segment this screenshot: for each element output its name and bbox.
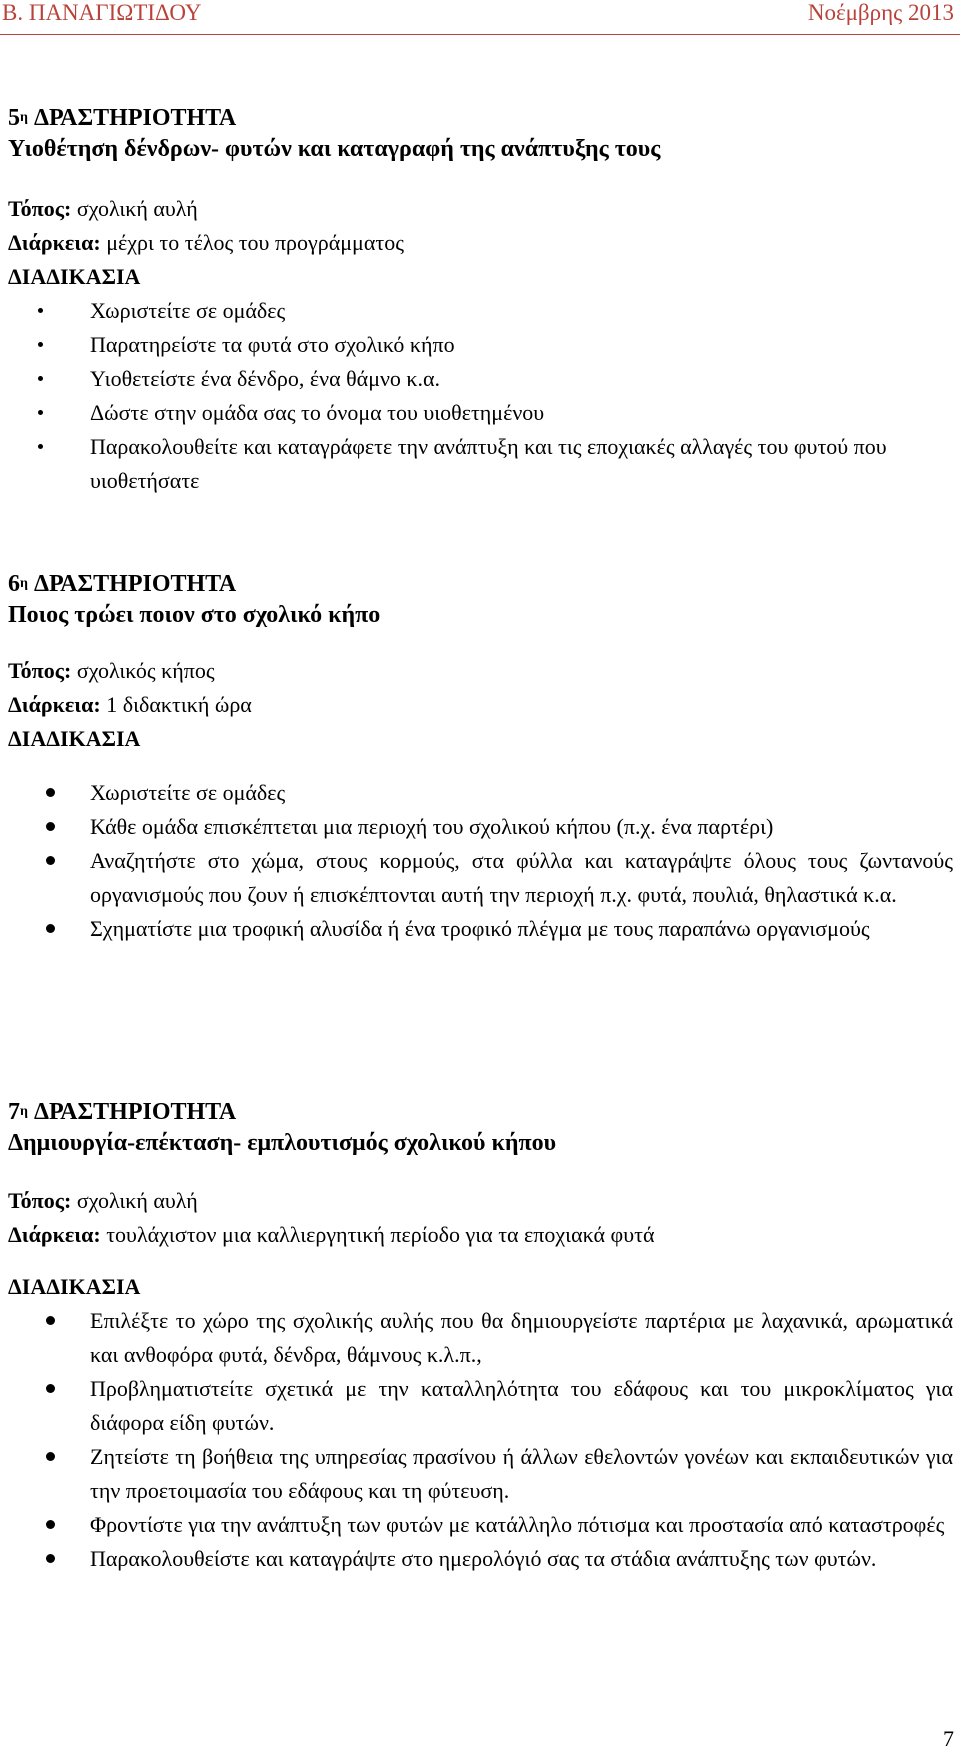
page-header <box>0 0 960 34</box>
list-item: Δώστε στην ομάδα σας το όνομα του υιοθετημένου <box>8 396 953 430</box>
duration-value: μέχρι το τέλος του προγράμματος <box>106 230 404 255</box>
activity-7-section <box>8 1098 953 1576</box>
list-item: Αναζητήστε στο χώμα, στους κορμούς, στα φύλλα και καταγράψτε όλους τους ζωντανούς οργανισμούς που ζουν ή επισκέπτονται αυτή την περιοχή π.χ. φυτά, πουλιά, θηλαστικά κ.α. <box>8 844 953 912</box>
list-item: Ζητείστε τη βοήθεια της υπηρεσίας πρασίνου ή άλλων εθελοντών γονέων και εκπαιδευτικών για την προετοιμασία του εδάφους και τη φύτευση. <box>8 1440 953 1508</box>
activity-6-procedure-label: ΔΙΑΔΙΚΑΣΙΑ <box>8 726 141 751</box>
activity-5-number: 5 <box>8 105 20 131</box>
activity-5-place <box>8 192 953 226</box>
activity-6-steps <box>8 776 953 946</box>
duration-label: Διάρκεια: <box>8 692 101 717</box>
activity-6-place <box>8 654 953 688</box>
activity-7-place <box>8 1184 953 1218</box>
list-item: Χωριστείτε σε ομάδες <box>8 294 953 328</box>
activity-7-steps <box>8 1304 953 1576</box>
duration-value: 1 διδακτική ώρα <box>106 692 252 717</box>
activity-6-heading <box>8 570 953 598</box>
place-label: Τόπος: <box>8 196 72 221</box>
header-divider <box>0 34 960 35</box>
activity-6-ordinal: η <box>20 576 28 591</box>
header-date: Νοέμβρης 2013 <box>807 0 954 25</box>
duration-label: Διάρκεια: <box>8 1222 101 1247</box>
place-value: σχολική αυλή <box>76 196 198 221</box>
list-item: Προβληματιστείτε σχετικά με την καταλληλότητα του εδάφους και του μικροκλίματος για διάφορα είδη φυτών. <box>8 1372 953 1440</box>
duration-value: τουλάχιστον μια καλλιεργητική περίοδο για τα εποχιακά φυτά <box>106 1222 655 1247</box>
activity-5-procedure-label: ΔΙΑΔΙΚΑΣΙΑ <box>8 264 141 289</box>
activity-5-section <box>8 104 953 498</box>
activity-6-section <box>8 570 953 946</box>
activity-7-number: 7 <box>8 1099 20 1125</box>
place-value: σχολικός κήπος <box>76 658 215 683</box>
activity-7-title: Δημιουργία-επέκταση- εμπλουτισμός σχολικού κήπου <box>8 1130 557 1156</box>
activity-5-duration <box>8 226 953 260</box>
list-item: Επιλέξτε το χώρο της σχολικής αυλής που θα δημιουργείστε παρτέρια με λαχανικά, αρωματικά και ανθοφόρα φυτά, δένδρα, θάμνους κ.λ.π., <box>8 1304 953 1372</box>
activity-7-ordinal: η <box>20 1104 28 1119</box>
activity-5-ordinal: η <box>20 110 28 125</box>
activity-5-steps <box>8 294 953 498</box>
list-item: Σχηματίστε μια τροφική αλυσίδα ή ένα τροφικό πλέγμα με τους παραπάνω οργανισμούς <box>8 912 953 946</box>
activity-7-duration <box>8 1218 953 1252</box>
activity-6-heading-label: ΔΡΑΣΤΗΡΙΟΤΗΤΑ <box>33 571 237 597</box>
activity-6-title: Ποιος τρώει ποιον στο σχολικό κήπο <box>8 602 381 628</box>
list-item: Παρατηρείστε τα φυτά στο σχολικό κήπο <box>8 328 953 362</box>
list-item: Παρακολουθείτε και καταγράφετε την ανάπτυξη και τις εποχιακές αλλαγές του φυτού που υιοθετήσατε <box>8 430 953 498</box>
page-number: 7 <box>943 1726 954 1751</box>
activity-5-heading-label: ΔΡΑΣΤΗΡΙΟΤΗΤΑ <box>33 105 237 131</box>
activity-5-title: Υιοθέτηση δένδρων- φυτών και καταγραφή της ανάπτυξης τους <box>8 136 661 162</box>
activity-5-heading <box>8 104 953 132</box>
list-item: Υιοθετείστε ένα δένδρο, ένα θάμνο κ.α. <box>8 362 953 396</box>
place-label: Τόπος: <box>8 1188 72 1213</box>
duration-label: Διάρκεια: <box>8 230 101 255</box>
list-item: Παρακολουθείστε και καταγράψτε στο ημερολόγιό σας τα στάδια ανάπτυξης των φυτών. <box>8 1542 953 1576</box>
place-value: σχολική αυλή <box>76 1188 198 1213</box>
list-item: Κάθε ομάδα επισκέπτεται μια περιοχή του σχολικού κήπου (π.χ. ένα παρτέρι) <box>8 810 953 844</box>
activity-7-heading-label: ΔΡΑΣΤΗΡΙΟΤΗΤΑ <box>33 1099 237 1125</box>
activity-6-duration <box>8 688 953 722</box>
activity-7-heading <box>8 1098 953 1126</box>
list-item: Χωριστείτε σε ομάδες <box>8 776 953 810</box>
activity-7-procedure-label: ΔΙΑΔΙΚΑΣΙΑ <box>8 1274 141 1299</box>
list-item: Φροντίστε για την ανάπτυξη των φυτών με κατάλληλο πότισμα και προστασία από καταστροφές <box>8 1508 953 1542</box>
header-author: Β. ΠΑΝΑΓΙΩΤΙΔΟΥ <box>2 0 202 25</box>
activity-6-number: 6 <box>8 571 20 597</box>
place-label: Τόπος: <box>8 658 72 683</box>
